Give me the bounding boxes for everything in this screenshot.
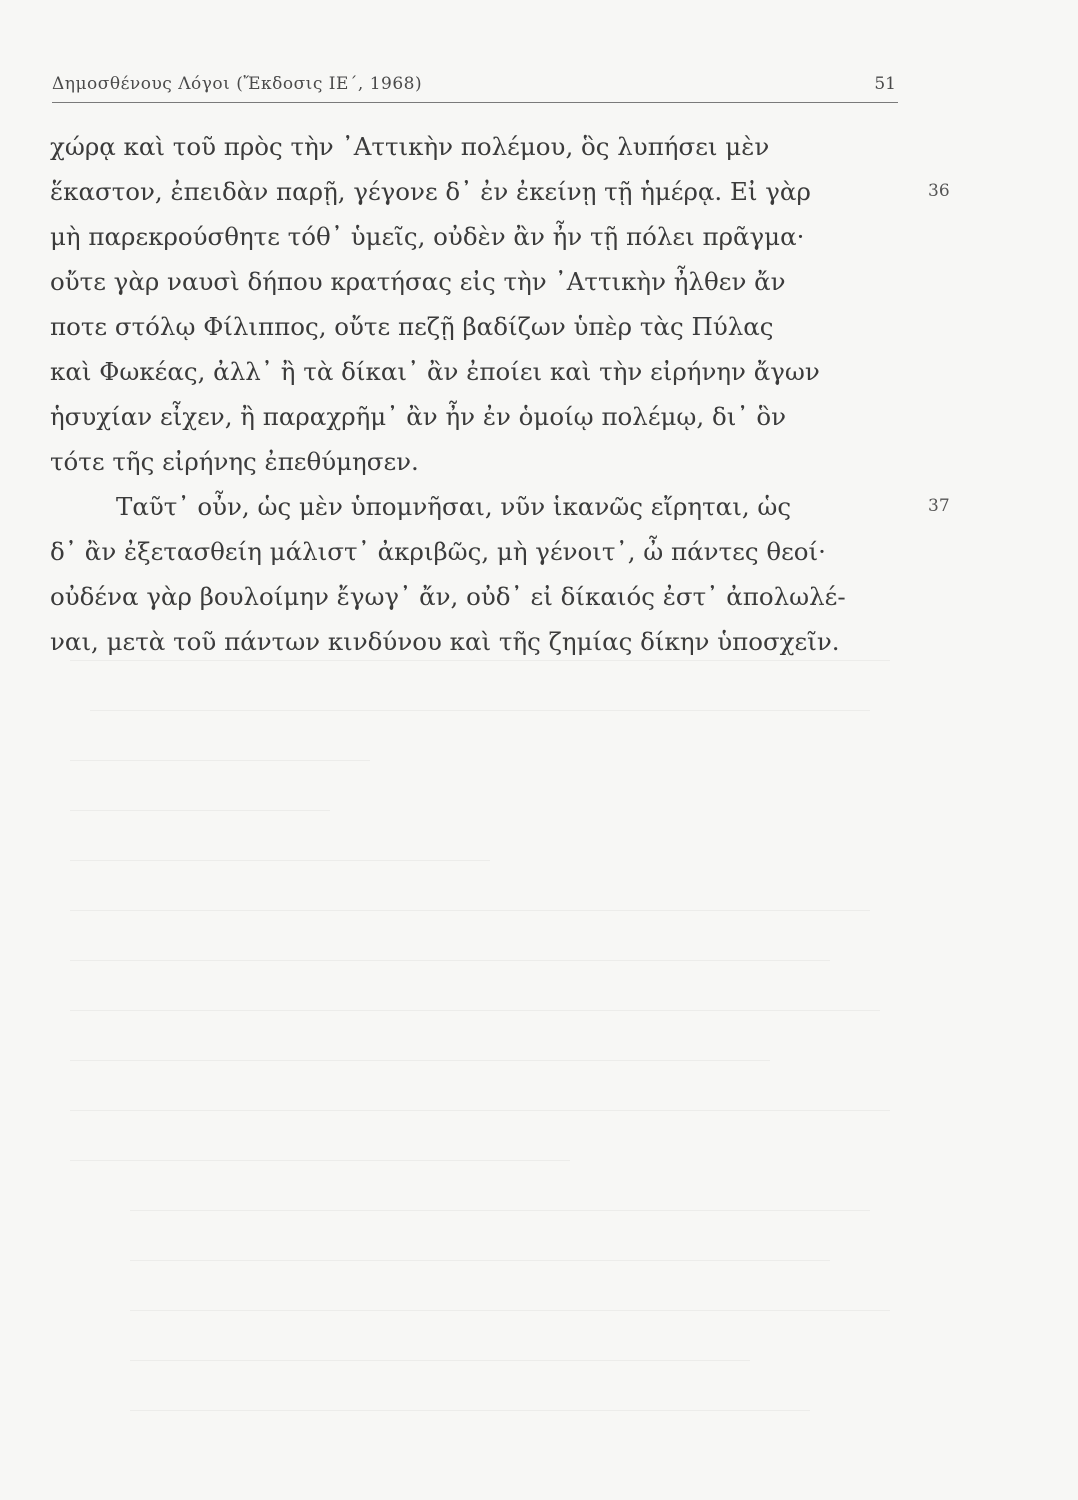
text-line-content: χώρᾳ καὶ τοῦ πρὸς τὴν ᾿Αττικὴν πολέμου, ὃς λυπήσει μὲν xyxy=(50,132,770,161)
text-line xyxy=(50,124,910,169)
text-line-content: οὐδένα γὰρ βουλοίμην ἔγωγ᾿ ἄν, οὐδ᾿ εἰ δίκαιός ἐστ᾿ ἀπολωλέ- xyxy=(50,582,846,611)
running-head xyxy=(52,74,898,103)
text-line-content: Ταῦτ᾿ οὖν, ὡς μὲν ὑπομνῆσαι, νῦν ἱκανῶς εἴρηται, ὡς xyxy=(116,492,792,521)
text-line-content: καὶ Φωκέας, ἀλλ᾿ ἢ τὰ δίκαι᾿ ἂν ἐποίει καὶ τὴν εἰρήνην ἄγων xyxy=(50,357,820,386)
text-line xyxy=(50,529,910,574)
page-number: 51 xyxy=(874,74,896,94)
section-number: 37 xyxy=(928,496,950,516)
text-line xyxy=(50,169,950,214)
section-number: 36 xyxy=(928,181,950,201)
text-line-content: ἕκαστον, ἐπειδὰν παρῇ, γέγονε δ᾿ ἐν ἐκείνῃ τῇ ἡμέρᾳ. Εἰ γὰρ xyxy=(50,177,811,206)
text-line xyxy=(50,439,910,484)
text-line-content: ναι, μετὰ τοῦ πάντων κινδύνου καὶ τῆς ζημίας δίκην ὑποσχεῖν. xyxy=(50,627,840,656)
running-title: Δημοσθένους Λόγοι (Ἔκδοσις ΙΕ΄, 1968) xyxy=(52,74,423,94)
text-line xyxy=(50,574,910,619)
body-text xyxy=(50,124,950,664)
text-line xyxy=(50,394,910,439)
text-line xyxy=(50,349,910,394)
text-line-content: τότε τῆς εἰρήνης ἐπεθύμησεν. xyxy=(50,447,419,476)
text-line xyxy=(50,304,910,349)
text-line xyxy=(50,619,910,664)
text-line-content: ἡσυχίαν εἶχεν, ἢ παραχρῆμ᾿ ἂν ἦν ἐν ὁμοίῳ πολέμῳ, δι᾿ ὃν xyxy=(50,402,787,431)
text-line-content: δ᾿ ἂν ἐξετασθείη μάλιστ᾿ ἀκριβῶς, μὴ γένοιτ᾿, ὦ πάντες θεοί· xyxy=(50,537,826,566)
bleed-through-decoration xyxy=(70,650,990,1470)
text-line-content: ποτε στόλῳ Φίλιππος, οὔτε πεζῇ βαδίζων ὑπὲρ τὰς Πύλας xyxy=(50,312,774,341)
text-line-content: μὴ παρεκρούσθητε τόθ᾿ ὑμεῖς, οὐδὲν ἂν ἦν τῇ πόλει πρᾶγμα· xyxy=(50,222,805,251)
text-line xyxy=(50,214,910,259)
text-line xyxy=(50,259,910,304)
text-line-content: οὔτε γὰρ ναυσὶ δήπου κρατήσας εἰς τὴν ᾿Αττικὴν ἦλθεν ἄν xyxy=(50,267,786,296)
text-line xyxy=(50,484,950,529)
